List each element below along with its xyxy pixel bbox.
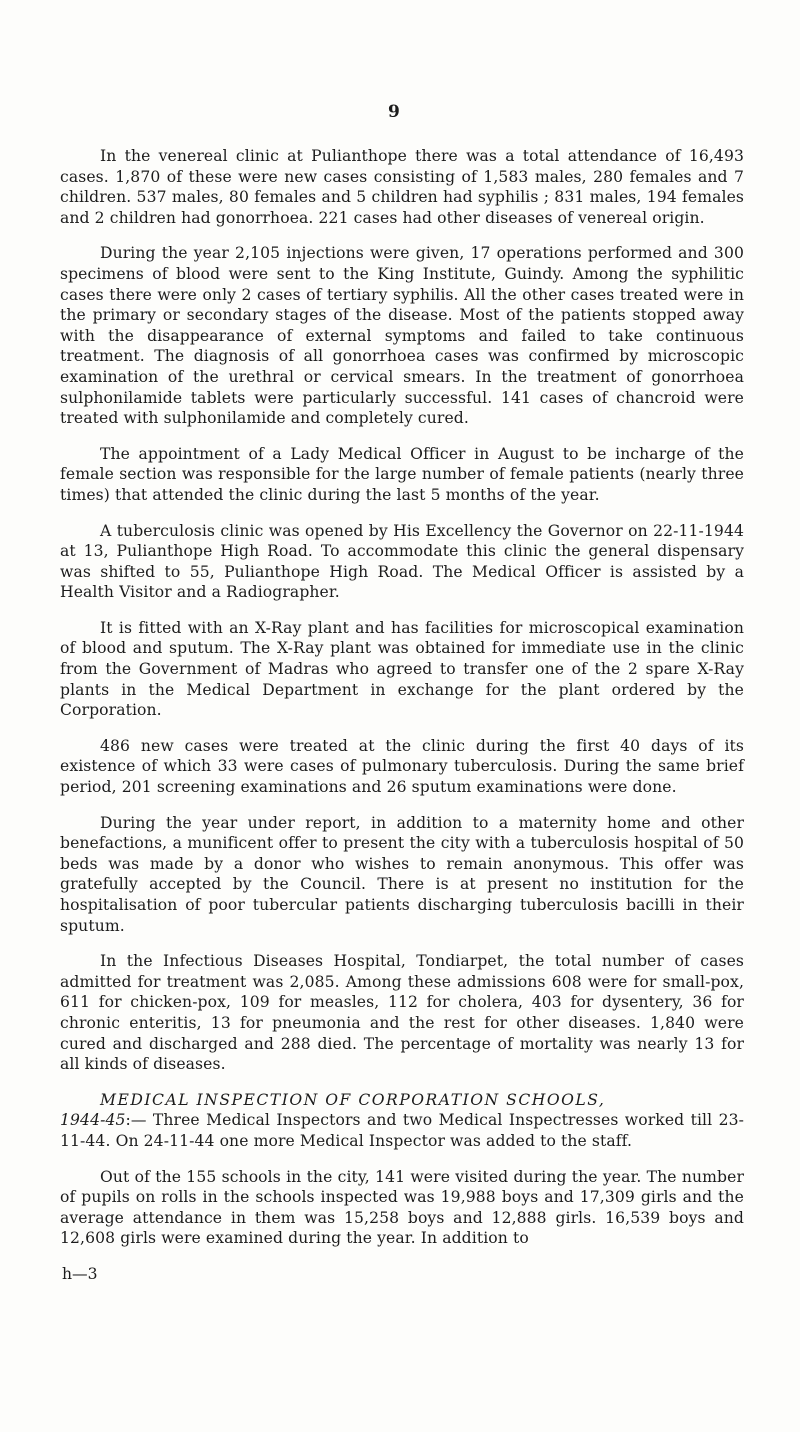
paragraph-venereal-clinic: In the venereal clinic at Pulianthope there was a total attendance of 16,493 cases. 1,870 of these were new cases consisting of 1,583 males, 280 females and 7 children. 537 males, 80 females and 5 children had syphilis ; 831 males, 194 females and 2 children had gonorrhoea. 221 cases had other diseases of venereal origin. xyxy=(60,147,744,227)
paragraph-medical-inspection xyxy=(60,1090,744,1152)
section-text: :— Three Medical Inspectors and two Medical Inspectresses worked till 23-11-44. On 24-11-44 one more Medical Inspector was added to the staff. xyxy=(60,1111,744,1150)
paragraph-x-ray-plant: It is fitted with an X-Ray plant and has facilities for microscopical examination of blood and sputum. The X-Ray plant was obtained for immediate use in the clinic from the Government of Madras who agreed to transfer one of the 2 spare X-Ray plants in the Medical Department in exchange for the plant ordered by the Corporation. xyxy=(60,618,744,720)
paragraph-tuberculosis-hospital: During the year under report, in addition to a maternity home and other benefactions, a munificent offer to present the city with a tuberculosis hospital of 50 beds was made by a donor who wishes to remain anonymous. This offer was gratefully accepted by the Council. There is at present no institution for the hospitalisation of poor tubercular patients discharging tuberculosis bacilli in their sputum. xyxy=(60,813,744,935)
section-heading: MEDICAL INSPECTION OF CORPORATION SCHOOLS, xyxy=(100,1090,606,1109)
body-text xyxy=(60,146,744,1284)
paragraph-infectious-diseases: In the Infectious Diseases Hospital, Tondiarpet, the total number of cases admitted for treatment was 2,085. Among these admissions 608 were for small-pox, 611 for chicken-pox, 109 for measles, 112 for cholera, 403 for dysentery, 36 for chronic enteritis, 13 for pneumonia and the rest for other diseases. 1,840 were cured and discharged and 288 died. The percentage of mortality was nearly 13 for all kinds of diseases. xyxy=(60,952,744,1074)
paragraph-tuberculosis-clinic: A tuberculosis clinic was opened by His Excellency the Governor on 22-11-1944 at 13, Pulianthope High Road. To accommodate this clinic the general dispensary was shifted to 55, Pulianthope High Road. The Medical Officer is assisted by a Health Visitor and a Radiographer. xyxy=(60,521,744,602)
paragraph-schools-visited: Out of the 155 schools in the city, 141 were visited during the year. The number of pupils on rolls in the schools inspected was 19,988 boys and 17,309 girls and the average attendance in them was 15,258 boys and 12,888 girls. 16,539 boys and 12,608 girls were examined during the year. In addition to xyxy=(60,1167,744,1248)
signature-mark: h—3 xyxy=(62,1264,98,1283)
section-date: 1944-45 xyxy=(60,1111,126,1130)
paragraph-new-cases: 486 new cases were treated at the clinic during the first 40 days of its existence of which 33 were cases of pulmonary tuberculosis. During the same brief period, 201 screening examinations and 26 sputum examinations were done. xyxy=(60,736,744,797)
paragraph-injections: During the year 2,105 injections were given, 17 operations performed and 300 specimens of blood were sent to the King Institute, Guindy. Among the syphilitic cases there were only 2 cases of tertiary syphilis. All the other cases treated were in the primary or secondary stages of the disease. Most of the patients stopped away with the disappearance of external symptoms and failed to take continuous treatment. The diagnosis of all gonorrhoea cases was confirmed by microscopic examination of the urethral or cervical smears. In the treatment of gonorrhoea sulphonilamide tablets were particularly successful. 141 cases of chancroid were treated with sulphonilamide and completely cured. xyxy=(60,244,744,428)
page-number: 9 xyxy=(388,102,400,122)
paragraph-lady-medical-officer: The appointment of a Lady Medical Officer in August to be incharge of the female section was responsible for the large number of female patients (nearly three times) that attended the clinic during the last 5 months of the year. xyxy=(60,444,744,504)
